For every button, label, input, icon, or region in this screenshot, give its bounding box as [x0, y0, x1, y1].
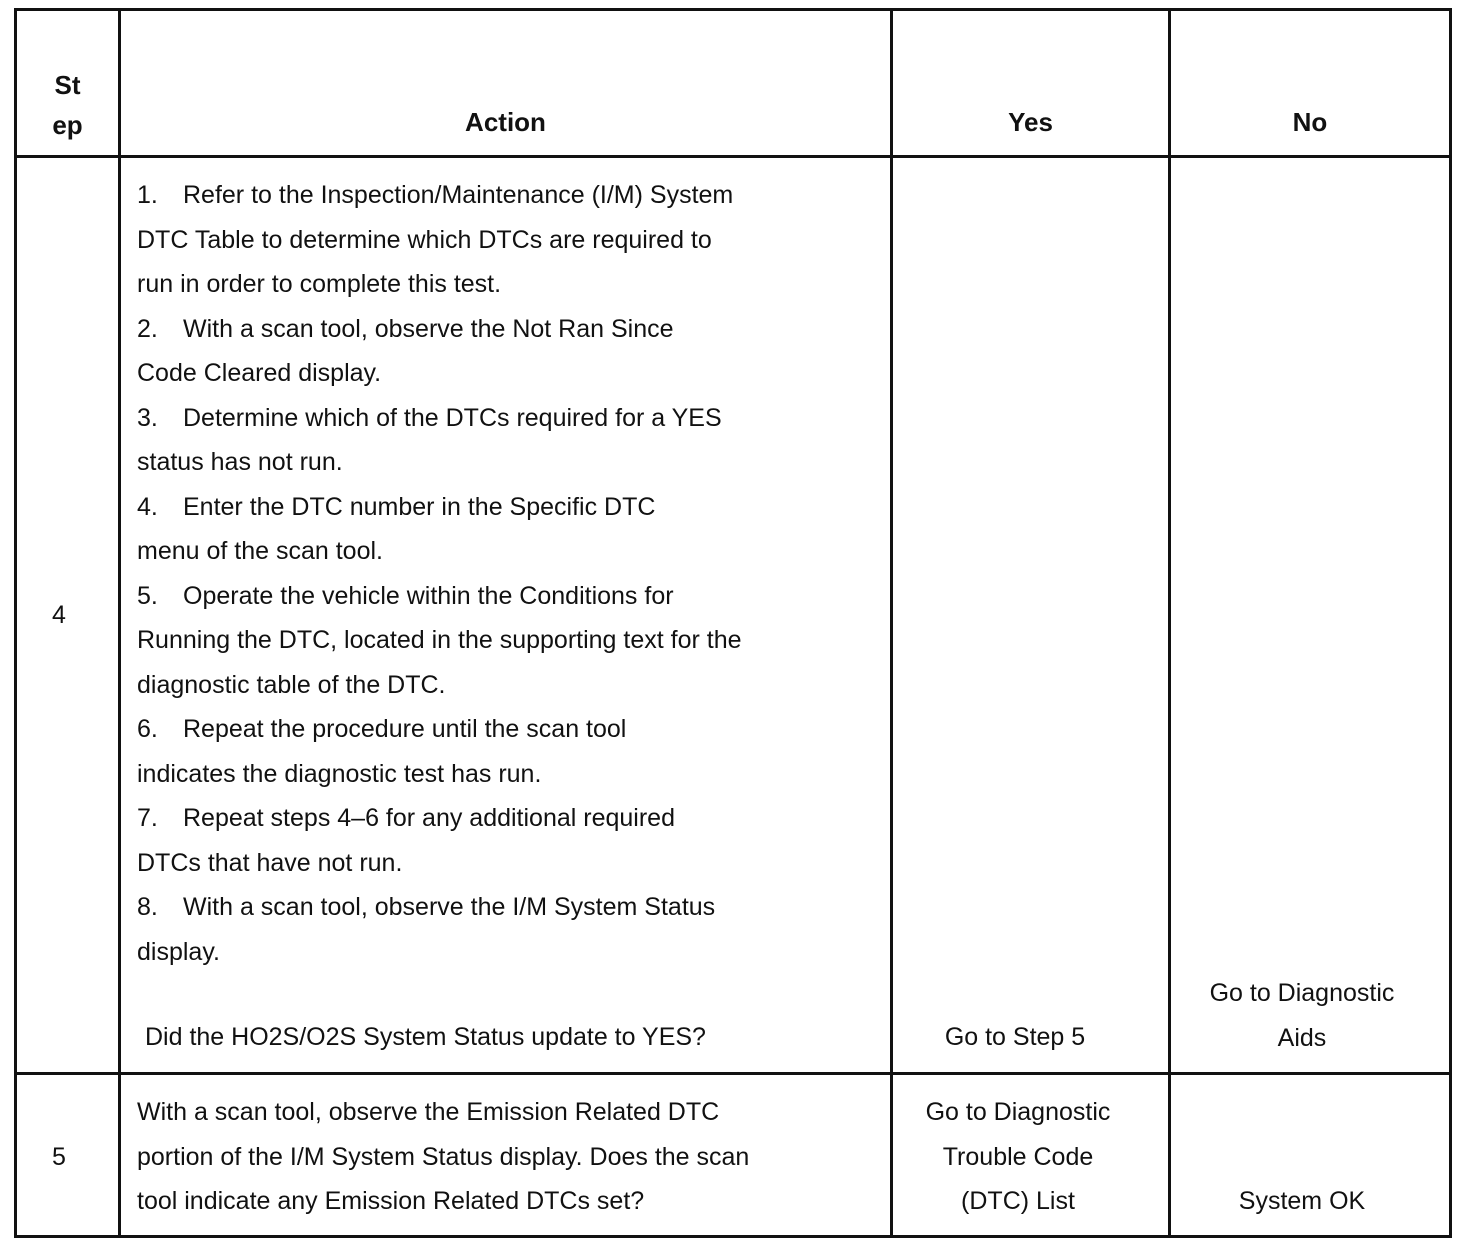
- row-divider: [17, 1072, 1449, 1075]
- step-text: status has not run.: [137, 448, 343, 476]
- action-text: With a scan tool, observe the Emission Related DTC: [137, 1098, 720, 1126]
- step-text: Repeat the procedure until the scan tool: [183, 715, 627, 743]
- step-text: Enter the DTC number in the Specific DTC: [183, 492, 656, 521]
- step-number: 7.: [137, 804, 158, 832]
- header-step: [17, 65, 118, 145]
- step-text: Repeat steps 4–6 for any additional required: [183, 804, 675, 832]
- step-text: Running the DTC, located in the supporting text for the: [137, 626, 742, 654]
- column-divider: [118, 11, 121, 1235]
- step-number: 3.: [137, 403, 158, 432]
- step-text: Determine which of the DTCs required for a YES: [183, 403, 722, 432]
- row4-action: [137, 173, 882, 974]
- row5-action: [137, 1090, 882, 1224]
- action-step-2: [137, 307, 882, 396]
- diagnostic-table: [14, 8, 1452, 1238]
- step-number: 2.: [137, 314, 158, 343]
- no-text: System OK: [1238, 1187, 1366, 1215]
- yes-text: Trouble Code: [942, 1142, 1094, 1171]
- action-step-5: [137, 574, 882, 708]
- action-text: tool indicate any Emission Related DTCs set?: [137, 1187, 645, 1215]
- step-text: DTCs that have not run.: [137, 848, 403, 877]
- row5-step: 5: [52, 1143, 66, 1171]
- step-text: menu of the scan tool.: [137, 537, 383, 565]
- header-step-line2: ep: [52, 110, 83, 140]
- step-text: Operate the vehicle within the Conditions for: [183, 581, 674, 610]
- step-text: display.: [137, 937, 220, 966]
- header-action: Action: [465, 107, 546, 137]
- step-text: DTC Table to determine which DTCs are required to: [137, 225, 712, 254]
- header-no: No: [1292, 107, 1328, 137]
- row4-yes: [893, 1015, 1137, 1060]
- row5-no: [1171, 1179, 1433, 1224]
- step-text: diagnostic table of the DTC.: [137, 670, 446, 699]
- action-step-1: [137, 173, 882, 307]
- action-step-3: [137, 396, 882, 485]
- yes-text: Go to Diagnostic: [925, 1098, 1111, 1126]
- action-step-7: [137, 796, 882, 885]
- row5-yes: [893, 1090, 1143, 1224]
- row4-step: 4: [52, 601, 66, 629]
- no-text: Aids: [1277, 1023, 1327, 1052]
- no-text: Go to Diagnostic: [1209, 979, 1395, 1007]
- header-step-line1: St: [54, 70, 81, 100]
- step-text: run in order to complete this test.: [137, 270, 502, 298]
- step-number: 1.: [137, 181, 158, 209]
- yes-text: (DTC) List: [961, 1187, 1075, 1215]
- step-text: indicates the diagnostic test has run.: [137, 759, 542, 788]
- step-number: 5.: [137, 581, 158, 610]
- row4-question: Did the HO2S/O2S System Status update to YES?: [145, 1023, 706, 1051]
- row4-no: [1171, 971, 1433, 1060]
- action-step-4: [137, 485, 882, 574]
- row-divider: [17, 155, 1449, 158]
- step-text: With a scan tool, observe the Not Ran Since: [183, 314, 674, 343]
- action-step-8: [137, 885, 882, 974]
- yes-text: Go to Step 5: [944, 1023, 1086, 1051]
- header-yes: Yes: [1008, 107, 1053, 137]
- step-number: 8.: [137, 893, 158, 921]
- action-text: portion of the I/M System Status display. Does the scan: [137, 1142, 750, 1171]
- action-steps-list: [137, 173, 882, 974]
- action-step-6: [137, 707, 882, 796]
- step-text: Refer to the Inspection/Maintenance (I/M) System: [183, 181, 734, 209]
- step-number: 6.: [137, 715, 158, 743]
- step-text: Code Cleared display.: [137, 359, 382, 387]
- step-number: 4.: [137, 492, 158, 521]
- step-text: With a scan tool, observe the I/M System Status: [183, 893, 716, 921]
